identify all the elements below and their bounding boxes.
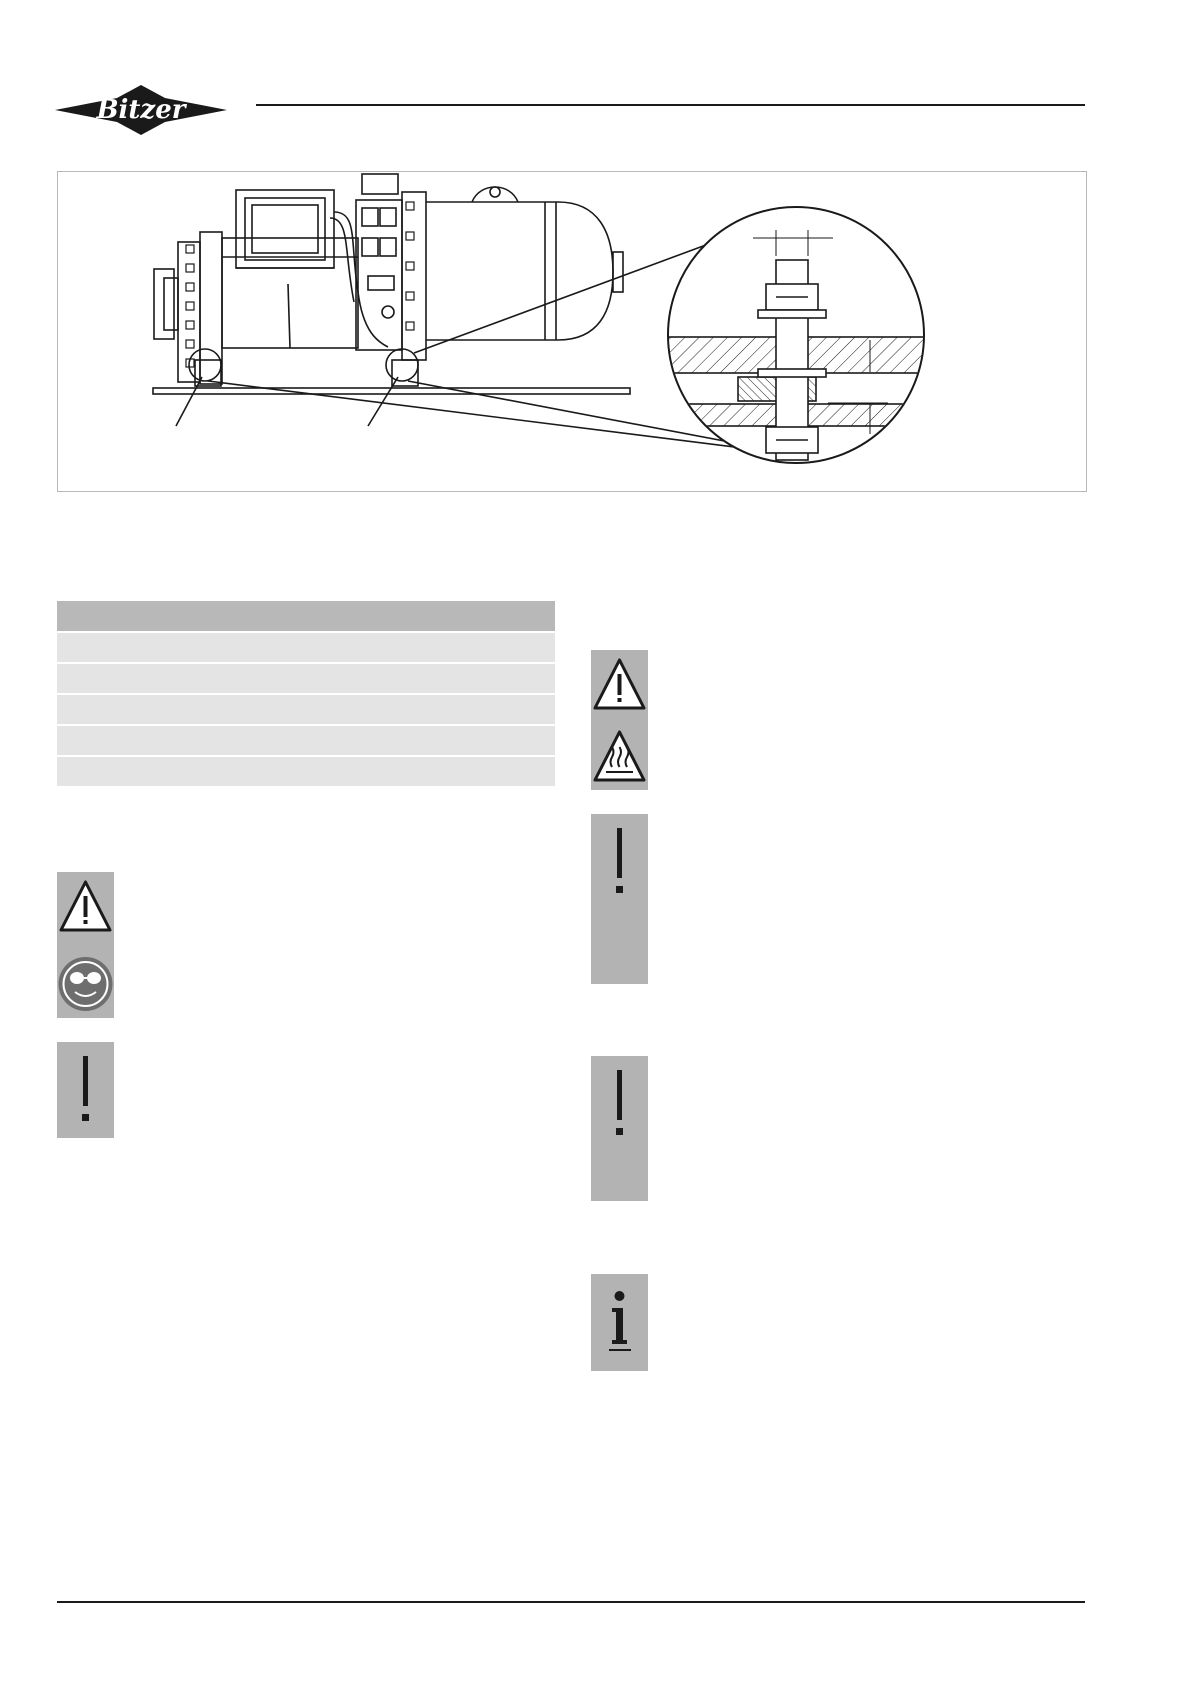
specification-table — [57, 601, 555, 786]
right-attention-panel-2 — [591, 1056, 648, 1201]
bitzer-logo — [55, 85, 227, 135]
eye-protection-icon — [59, 957, 113, 1011]
exclamation-icon — [591, 1056, 648, 1201]
right-info-panel — [591, 1274, 648, 1371]
exclamation-icon — [591, 814, 648, 984]
left-attention-panel — [57, 1042, 114, 1138]
right-attention-panel-1 — [591, 814, 648, 984]
hot-surface-icon — [595, 732, 644, 780]
table-row — [57, 757, 555, 786]
right-hazard-panel — [591, 650, 648, 790]
warning-icon — [61, 882, 110, 930]
table-row — [57, 726, 555, 755]
table-row — [57, 695, 555, 724]
compressor-figure — [57, 171, 1087, 492]
brand-wordmark: Bitzer — [96, 95, 186, 125]
info-icon — [591, 1274, 648, 1371]
footer-rule — [57, 1601, 1085, 1603]
table-row — [57, 664, 555, 693]
table-row — [57, 633, 555, 662]
table-header — [57, 601, 555, 631]
exclamation-icon — [57, 1042, 114, 1138]
warning-icon — [595, 660, 644, 708]
header-rule — [256, 104, 1085, 106]
compressor-drawing — [58, 172, 1086, 491]
left-hazard-panel — [57, 872, 114, 1018]
